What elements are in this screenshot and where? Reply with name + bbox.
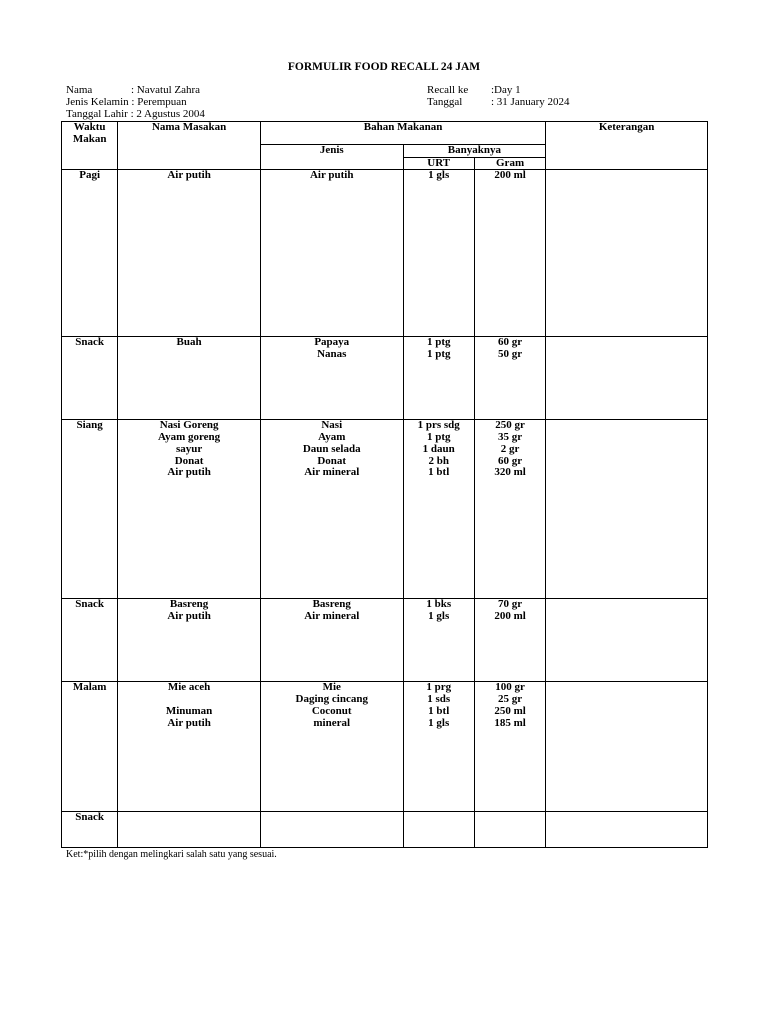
cell-jenis (260, 812, 403, 848)
jenis-line: Ayam (318, 431, 346, 444)
header-banyaknya: Banyaknya (403, 145, 546, 158)
nama-line: Air putih (167, 716, 211, 729)
jenis-line: Donat (317, 454, 347, 467)
urt-line: 1 prs sdg (417, 419, 460, 432)
nama-line: Air putih (167, 610, 211, 623)
jenis-line: Daun selada (302, 442, 361, 455)
jenis-line: Air mineral (304, 466, 360, 479)
recall-label: Recall ke (427, 84, 469, 96)
gram-line: 100 gr (495, 681, 525, 694)
cell-waktu: Siang (62, 420, 118, 599)
gram-line: 200 ml (494, 169, 526, 182)
gram-line: 250 ml (494, 704, 526, 717)
gender-row (66, 96, 205, 108)
gram-line: 320 ml (494, 466, 526, 479)
recall-row (427, 84, 570, 96)
urt-line: 1 btl (428, 704, 450, 717)
gender-value: : Perempuan (131, 96, 187, 108)
urt-line: 1 ptg (426, 431, 451, 444)
header-jenis: Jenis (260, 145, 403, 170)
cell-jenis (260, 337, 403, 420)
nama-line: Mie aceh (167, 681, 211, 694)
identity-left (66, 84, 205, 120)
cell-jenis (260, 682, 403, 812)
cell-waktu: Pagi (62, 170, 118, 337)
jenis-line: Coconut (311, 704, 352, 717)
jenis-line: Nanas (317, 348, 347, 361)
nama-line: Air putih (167, 169, 211, 182)
urt-line: 1 btl (428, 466, 450, 479)
recall-table (61, 121, 708, 848)
urt-line: 2 bh (428, 454, 449, 467)
cell-keterangan (546, 599, 708, 682)
jenis-line: Air putih (309, 169, 354, 182)
cell-urt (403, 599, 474, 682)
gram-line: 200 ml (494, 610, 526, 623)
cell-urt (403, 337, 474, 420)
cell-gram (474, 337, 545, 420)
cell-nama (118, 337, 261, 420)
urt-line: 1 ptg (426, 348, 451, 361)
gram-line: 250 gr (495, 419, 525, 432)
gender-label: Jenis Kelamin (66, 96, 129, 108)
jenis-line: Papaya (314, 336, 350, 349)
jenis-line: Daging cincang (295, 693, 368, 706)
table-row (62, 170, 708, 337)
gram-line: 70 gr (497, 598, 523, 611)
nama-line: Air putih (167, 466, 211, 479)
gram-line: 50 gr (497, 348, 523, 361)
cell-keterangan (546, 420, 708, 599)
header-waktu-makan (62, 122, 118, 170)
cell-nama (118, 599, 261, 682)
identity-right (427, 84, 570, 108)
cell-gram (474, 812, 545, 848)
header-nama-masakan: Nama Masakan (118, 122, 261, 170)
name-label: Nama (66, 84, 93, 96)
name-row (66, 84, 205, 96)
gram-line: 60 gr (497, 336, 523, 349)
jenis-line: Nasi (321, 419, 343, 432)
cell-waktu: Malam (62, 682, 118, 812)
header-urt: URT (403, 157, 474, 170)
date-row (427, 96, 570, 108)
cell-waktu: Snack (62, 812, 118, 848)
urt-line: 1 gls (428, 716, 450, 729)
cell-jenis (260, 599, 403, 682)
cell-nama (118, 812, 261, 848)
jenis-line: Air mineral (304, 610, 360, 623)
cell-gram (474, 599, 545, 682)
cell-waktu: Snack (62, 599, 118, 682)
gram-line: 185 ml (494, 716, 526, 729)
gram-line: 35 gr (497, 431, 523, 444)
cell-keterangan (546, 682, 708, 812)
cell-keterangan (546, 812, 708, 848)
birthdate-row (66, 108, 205, 120)
form-title: FORMULIR FOOD RECALL 24 JAM (287, 61, 481, 73)
header-bahan-makanan: Bahan Makanan (260, 122, 545, 145)
urt-line: 1 sds (427, 693, 451, 706)
table-row (62, 420, 708, 599)
header-gram: Gram (474, 157, 545, 170)
cell-urt (403, 812, 474, 848)
header-waktu-line-2: Makan (72, 132, 107, 145)
cell-jenis (260, 420, 403, 599)
cell-urt (403, 420, 474, 599)
birthdate-value: : 2 Agustus 2004 (130, 108, 205, 120)
cell-keterangan (546, 170, 708, 337)
date-value: : 31 January 2024 (491, 96, 570, 108)
jenis-line: Basreng (312, 598, 351, 611)
header-waktu-line-1: Waktu (73, 121, 106, 133)
cell-gram (474, 420, 545, 599)
jenis-line: mineral (313, 716, 351, 729)
nama-line: sayur (175, 442, 203, 455)
urt-line: 1 prg (426, 681, 452, 694)
cell-gram (474, 170, 545, 337)
nama-line: Nasi Goreng (159, 419, 219, 432)
gram-line: 25 gr (497, 693, 523, 706)
date-label: Tanggal (427, 96, 463, 108)
table-row (62, 682, 708, 812)
cell-nama (118, 420, 261, 599)
recall-value: :Day 1 (491, 84, 521, 96)
cell-nama (118, 170, 261, 337)
cell-jenis (260, 170, 403, 337)
table-row (62, 599, 708, 682)
cell-urt (403, 682, 474, 812)
header-keterangan: Keterangan (546, 122, 708, 170)
nama-line: Ayam goreng (157, 431, 221, 444)
urt-line: 1 gls (428, 610, 450, 623)
urt-line: 1 daun (422, 442, 455, 455)
cell-urt (403, 170, 474, 337)
table-row (62, 337, 708, 420)
jenis-line: Mie (322, 681, 341, 694)
nama-line: Minuman (165, 704, 213, 717)
cell-keterangan (546, 337, 708, 420)
urt-line: 1 bks (426, 598, 452, 611)
footnote: Ket:*pilih dengan melingkari salah satu yang sesuai. (66, 849, 277, 860)
cell-nama (118, 682, 261, 812)
cell-gram (474, 682, 545, 812)
name-value: : Navatul Zahra (131, 84, 201, 96)
urt-line: 1 gls (428, 169, 450, 182)
nama-line: Donat (174, 454, 204, 467)
gram-line: 60 gr (497, 454, 523, 467)
nama-line: Buah (176, 336, 202, 349)
nama-line: Basreng (169, 598, 209, 611)
birthdate-label: Tanggal Lahir (66, 108, 128, 120)
table-row (62, 812, 708, 848)
recall-rows (62, 170, 708, 848)
urt-line: 1 ptg (426, 336, 451, 349)
cell-waktu: Snack (62, 337, 118, 420)
gram-line: 2 gr (500, 442, 520, 455)
